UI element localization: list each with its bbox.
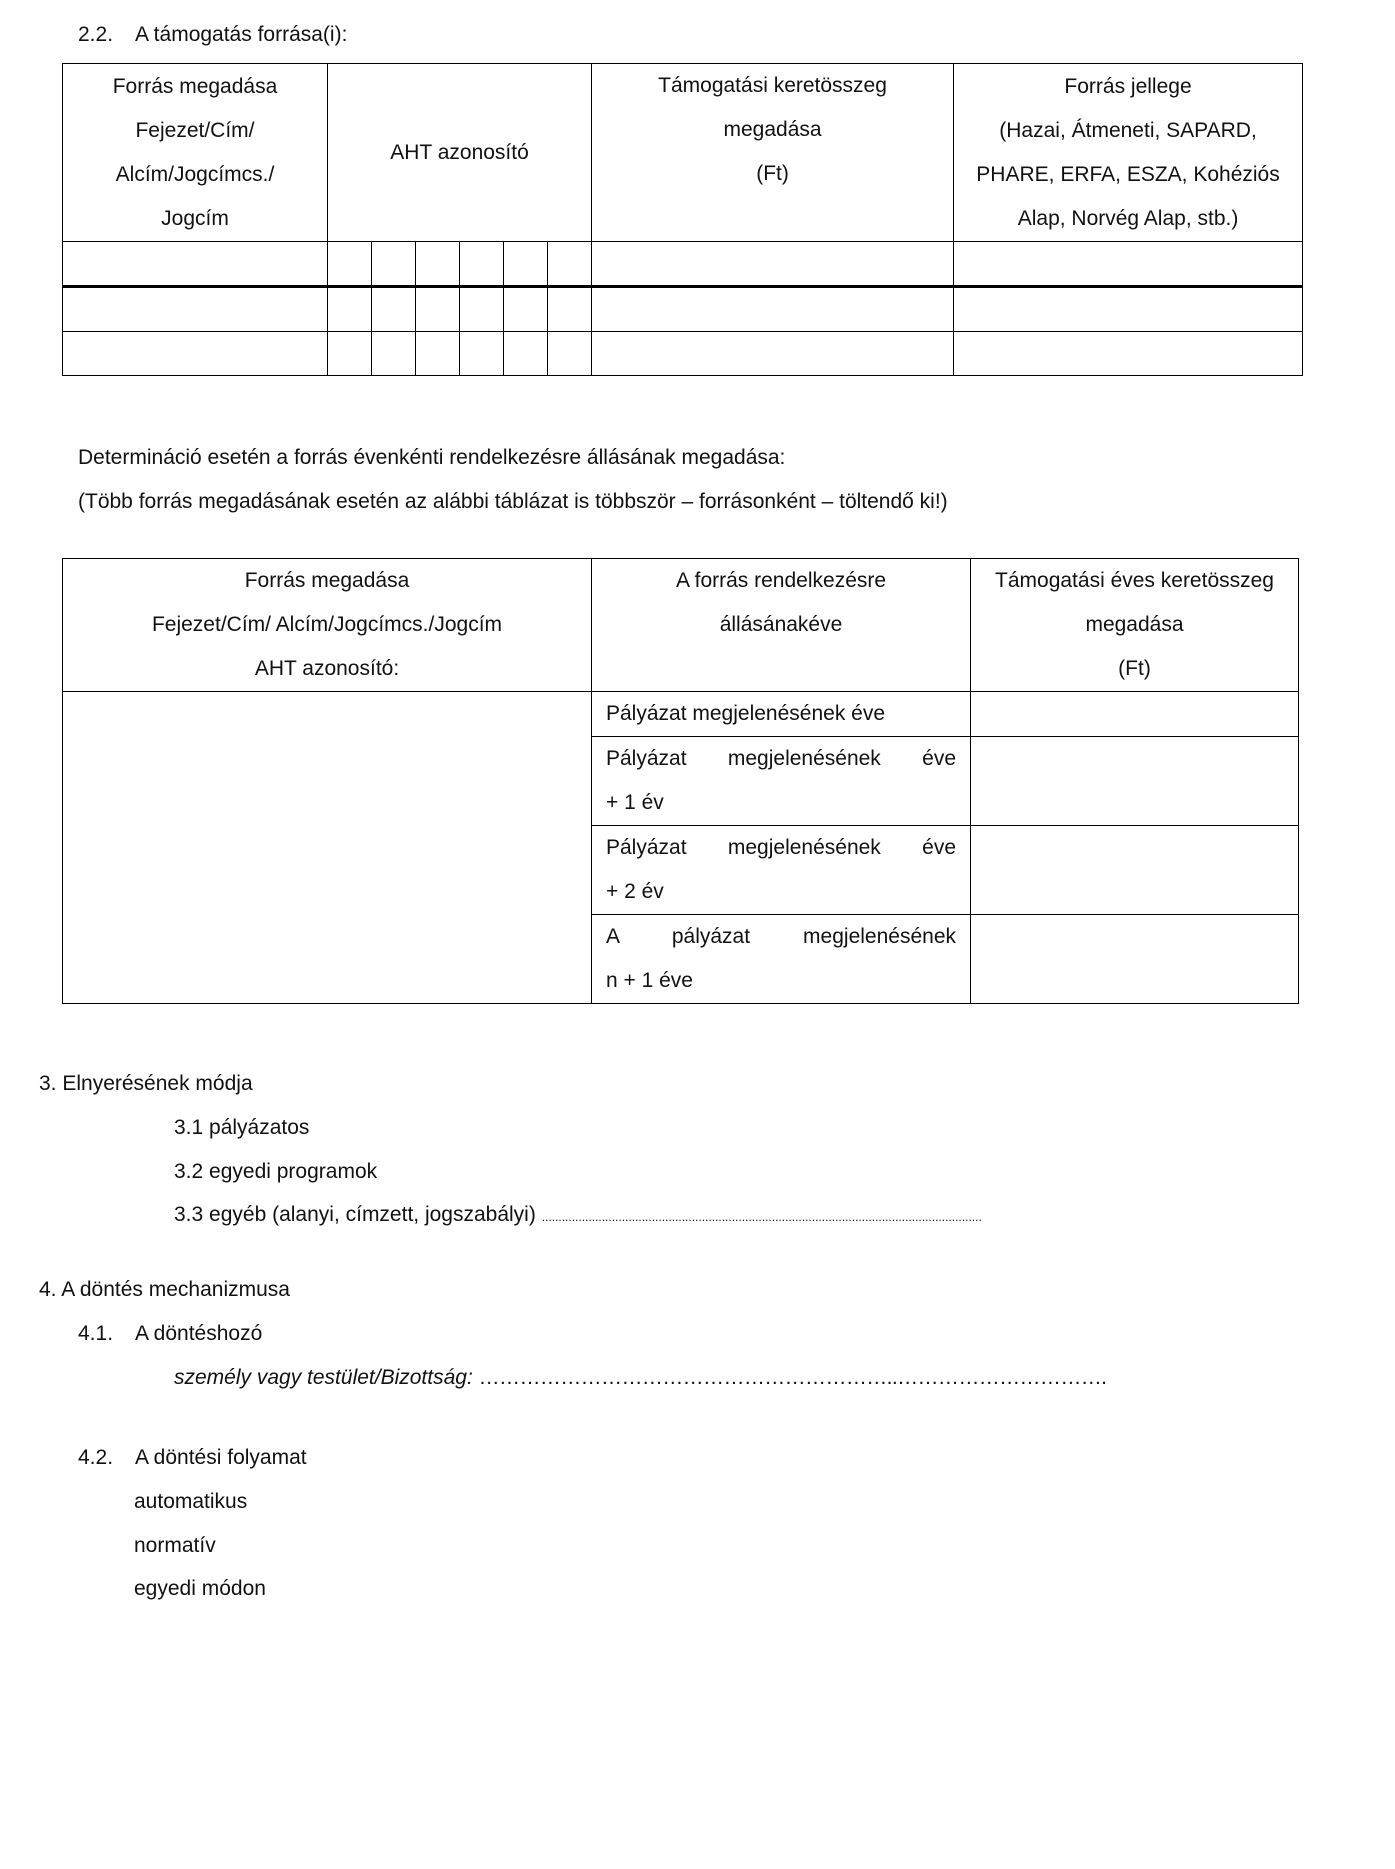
decision-maker-fill-line[interactable]: ……………………………………………………..…………………………. <box>478 1366 1107 1389</box>
option-egyedi-programok: 3.2 egyedi programok <box>174 1160 378 1183</box>
header-eves-keretosszeg: Támogatási éves keretösszeg megadása (Ft) <box>971 559 1299 692</box>
cell-aht-digit[interactable] <box>416 242 460 287</box>
cell-aht-digit[interactable] <box>416 287 460 332</box>
table-row <box>63 242 1303 287</box>
cell-aht-digit[interactable] <box>460 242 504 287</box>
header-forras-jellege: Forrás jellege (Hazai, Átmeneti, SAPARD, PHARE, ERFA, ESZA, Kohéziós Alap, Norvég Alap, stb.) <box>954 64 1303 242</box>
cell-eves-osszeg[interactable] <box>971 737 1299 826</box>
cell-eves-osszeg[interactable] <box>971 826 1299 915</box>
cell-aht-digit[interactable] <box>548 287 592 332</box>
cell-year-label: A pályázat megjelenésének n + 1 éve <box>592 915 971 1004</box>
option-egyeb-label: 3.3 egyéb (alanyi, címzett, jogszabályi) <box>174 1203 536 1226</box>
cell-jelleg[interactable] <box>954 332 1303 376</box>
option-egyeb <box>174 1204 982 1225</box>
section-4-2-heading <box>78 1447 307 1468</box>
cell-keretosszeg[interactable] <box>592 242 954 287</box>
header-rendelkezesre-allas-eve: A forrás rendelkezésre állásánakéve <box>592 559 971 692</box>
cell-jelleg[interactable] <box>954 287 1303 332</box>
cell-aht-digit[interactable] <box>548 332 592 376</box>
cell-aht-digit[interactable] <box>372 332 416 376</box>
cell-aht-digit[interactable] <box>460 332 504 376</box>
cell-forras-megadasa[interactable] <box>63 692 592 1004</box>
cell-aht-digit[interactable] <box>548 242 592 287</box>
cell-aht-digit[interactable] <box>328 332 372 376</box>
annual-availability-table <box>62 558 1299 1004</box>
decision-maker-field <box>174 1367 1106 1388</box>
cell-eves-osszeg[interactable] <box>971 692 1299 737</box>
header-forras-megadasa: Forrás megadása Fejezet/Cím/ Alcím/Jogcímcs./Jogcím AHT azonosító: <box>63 559 592 692</box>
section-title: A döntési folyamat <box>135 1446 307 1469</box>
cell-forras[interactable] <box>63 287 328 332</box>
section-number: 2.2. <box>78 23 114 46</box>
cell-year-label: Pályázat megjelenésének éve + 2 év <box>592 826 971 915</box>
cell-aht-digit[interactable] <box>416 332 460 376</box>
cell-eves-osszeg[interactable] <box>971 915 1299 1004</box>
table-row <box>63 287 1303 332</box>
cell-aht-digit[interactable] <box>460 287 504 332</box>
cell-aht-digit[interactable] <box>372 242 416 287</box>
cell-aht-digit[interactable] <box>504 332 548 376</box>
header-tamogatasi-keretosszeg: Támogatási keretösszeg megadása (Ft) <box>592 64 954 242</box>
cell-year-label: Pályázat megjelenésének éve <box>592 692 971 737</box>
decision-maker-label: személy vagy testület/Bizottság: <box>174 1366 473 1389</box>
option-automatikus: automatikus <box>134 1490 248 1513</box>
section-title: A döntéshozó <box>135 1322 263 1345</box>
section-number: 4.1. <box>78 1322 114 1345</box>
funding-source-table <box>62 63 1303 376</box>
option-egyeb-fill-line[interactable]: .................................................................................................................................... <box>541 1210 982 1224</box>
section-4-title: 4. A döntés mechanizmusa <box>39 1278 290 1301</box>
cell-keretosszeg[interactable] <box>592 287 954 332</box>
determinacio-line-2: (Több forrás megadásának esetén az alábbi táblázat is többször – forrásonként – töltendő ki!) <box>78 490 948 513</box>
cell-year-label: Pályázat megjelenésének éve + 1 év <box>592 737 971 826</box>
cell-forras[interactable] <box>63 332 328 376</box>
cell-keretosszeg[interactable] <box>592 332 954 376</box>
header-forras-megadasa: Forrás megadása Fejezet/Cím/ Alcím/Jogcímcs./ Jogcím <box>63 64 328 242</box>
cell-aht-digit[interactable] <box>328 242 372 287</box>
cell-aht-digit[interactable] <box>504 287 548 332</box>
table-header-row <box>63 559 1299 692</box>
option-egyedi-modon: egyedi módon <box>134 1577 266 1600</box>
table-header-row <box>63 64 1303 242</box>
option-normativ: normatív <box>134 1534 216 1557</box>
cell-aht-digit[interactable] <box>328 287 372 332</box>
section-3-title: 3. Elnyerésének módja <box>39 1072 253 1095</box>
table-row <box>63 332 1303 376</box>
option-palyazatos: 3.1 pályázatos <box>174 1116 310 1139</box>
section-number: 4.2. <box>78 1446 114 1469</box>
table-row <box>63 692 1299 737</box>
header-aht-azonosito: AHT azonosító <box>328 64 592 242</box>
section-2-2-heading <box>78 24 347 45</box>
determinacio-line-1: Determináció esetén a forrás évenkénti rendelkezésre állásának megadása: <box>78 446 786 469</box>
cell-aht-digit[interactable] <box>372 287 416 332</box>
section-4-1-heading <box>78 1323 262 1344</box>
cell-aht-digit[interactable] <box>504 242 548 287</box>
cell-jelleg[interactable] <box>954 242 1303 287</box>
cell-forras[interactable] <box>63 242 328 287</box>
section-title: A támogatás forrása(i): <box>135 23 348 46</box>
